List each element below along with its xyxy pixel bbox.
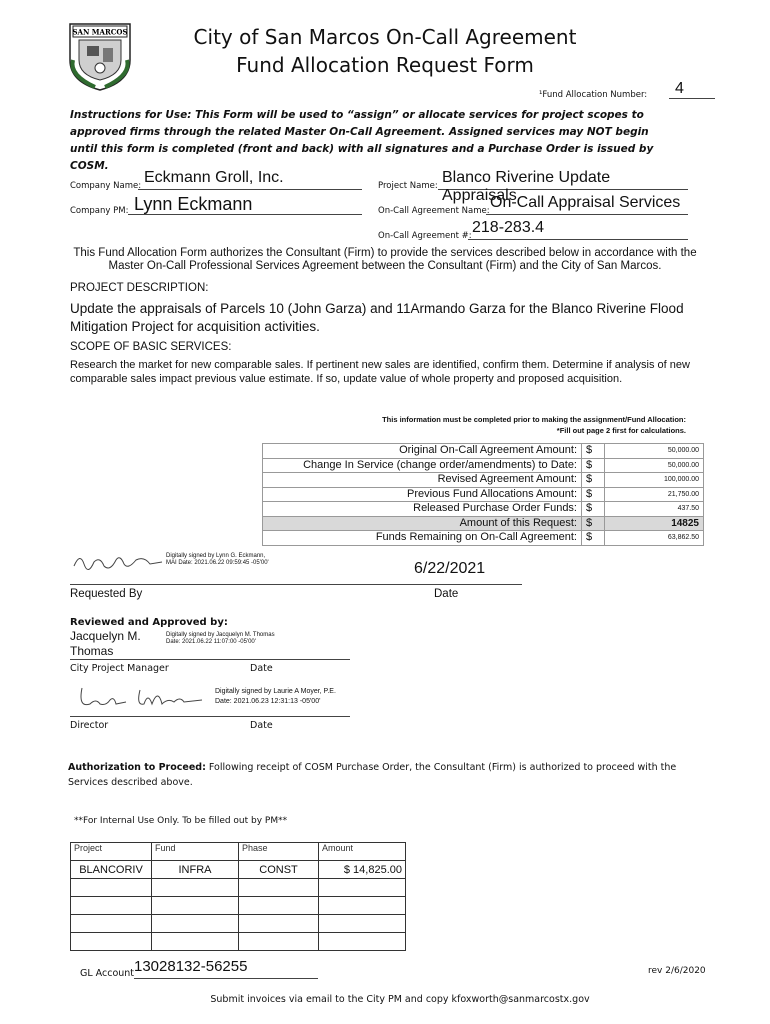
pm-signature[interactable] [70, 629, 141, 659]
scope-text: Research the market for new comparable sales. If pertinent new sales are identified, confirm them. Determine if analysis of new comparable sales impact previous value estimate. If so, update value of whole property and proposed acquisition. [70, 359, 690, 385]
fund-alloc-field[interactable] [669, 82, 715, 99]
table-row [263, 487, 704, 502]
gl-account-label: GL Account [80, 968, 135, 979]
submit-note: Submit invoices via email to the City PM and copy kfoxworth@sanmarcostx.gov [210, 994, 590, 1005]
row-label: Change In Service (change order/amendments) to Date: [263, 458, 582, 473]
table-row [263, 502, 704, 517]
row-label: Amount of this Request: [263, 516, 582, 531]
table-row [263, 473, 704, 488]
requested-date-value: 6/22/2021 [414, 560, 486, 577]
director-signature[interactable] [76, 682, 206, 712]
agreement-num-label: On-Call Agreement #: [378, 231, 472, 241]
director-line [70, 716, 350, 717]
company-pm-value: Lynn Eckmann [134, 194, 253, 214]
currency-sign: $ [582, 516, 605, 531]
table-header-row [71, 843, 406, 861]
cell-empty[interactable] [152, 915, 239, 933]
table-row [71, 879, 406, 897]
instructions: Instructions for Use: This Form will be used to “assign” or allocate services for project scopes to approved firms through the related Master On-Call Agreement. Assigned services may NOT begin until this form is completed (front and back) with all signatures and a Purchase Order is issued by COSM. [70, 109, 654, 172]
currency-sign: $ [582, 502, 605, 517]
project-name-value: Blanco Riverine Update Appraisals [442, 169, 611, 204]
row-value[interactable]: 50,000.00 [605, 444, 704, 459]
company-pm-field[interactable] [128, 195, 362, 215]
col-header: Phase [239, 843, 319, 861]
agreement-num-field[interactable] [468, 220, 688, 240]
currency-sign: $ [582, 444, 605, 459]
company-name-value: Eckmann Groll, Inc. [144, 169, 284, 186]
page-title: City of San Marcos On-Call Agreement [193, 25, 577, 49]
cell-project[interactable]: BLANCORIV [71, 861, 152, 879]
pm-name-line2: Thomas [70, 644, 114, 658]
scope-heading: SCOPE OF BASIC SERVICES: [70, 341, 232, 353]
cell-empty[interactable] [71, 933, 152, 951]
project-desc-heading: PROJECT DESCRIPTION: [70, 282, 209, 294]
row-label: Original On-Call Agreement Amount: [263, 444, 582, 459]
allocation-note-1: This information must be completed prior to making the assignment/Fund Allocation: [382, 415, 686, 424]
requested-date-label: Date [434, 588, 459, 600]
currency-sign: $ [582, 531, 605, 546]
allocation-note-2: *Fill out page 2 first for calculations. [556, 426, 686, 435]
row-value[interactable]: 14825 [605, 516, 704, 531]
requester-sig-note: Digitally signed by Lynn G. Eckmann, MAI Date: 2021.06.22 09:59:45 -05'00' [166, 553, 269, 566]
fund-alloc-label: ¹Fund Allocation Number: [539, 90, 648, 100]
pm-date-label: Date [250, 663, 273, 674]
revision-date: rev 2/6/2020 [648, 966, 706, 976]
authorization-text: Following receipt of COSM Purchase Order, the Consultant (Firm) is authorized to proceed with the Services described above. [68, 762, 677, 788]
seal-text: SAN MARCOS [72, 27, 128, 37]
cell-empty[interactable] [71, 915, 152, 933]
authorization-label: Authorization to Proceed: [68, 762, 206, 773]
reviewed-heading: Reviewed and Approved by: [70, 617, 228, 628]
table-row-highlight [263, 516, 704, 531]
cell-empty[interactable] [239, 897, 319, 915]
internal-table [70, 842, 406, 951]
currency-sign: $ [582, 458, 605, 473]
table-row [71, 933, 406, 951]
company-name-label: Company Name: [70, 181, 142, 191]
authorization [68, 760, 698, 790]
cell-empty[interactable] [71, 879, 152, 897]
director-sig-note [215, 687, 336, 707]
allocation-table [262, 443, 704, 546]
cell-empty[interactable] [239, 915, 319, 933]
row-value[interactable]: 100,000.00 [605, 473, 704, 488]
table-row [71, 861, 406, 879]
cell-empty[interactable] [239, 933, 319, 951]
cell-empty[interactable] [319, 915, 406, 933]
company-pm-label: Company PM: [70, 206, 129, 216]
authorizes-text: This Fund Allocation Form authorizes the Consultant (Firm) to provide the services described below in accordance with the Master On-Call Professional Services Agreement between the Consultant (Firm) and the City of San Marcos. [73, 247, 697, 272]
table-row [263, 458, 704, 473]
table-row [263, 444, 704, 459]
cell-empty[interactable] [152, 897, 239, 915]
agreement-name-field[interactable] [486, 195, 688, 215]
internal-note: **For Internal Use Only. To be filled out by PM** [74, 816, 288, 826]
requested-by-label: Requested By [70, 588, 143, 600]
cell-empty[interactable] [71, 897, 152, 915]
project-name-label: Project Name: [378, 181, 438, 191]
cell-empty[interactable] [319, 879, 406, 897]
agreement-name-value: On-Call Appraisal Services [490, 194, 681, 211]
table-row [71, 915, 406, 933]
requested-line [70, 584, 522, 585]
currency-sign: $ [582, 473, 605, 488]
cell-fund[interactable]: INFRA [152, 861, 239, 879]
cell-amount[interactable]: $ 14,825.00 [319, 861, 406, 879]
pm-line [70, 659, 350, 660]
table-row [263, 531, 704, 546]
cell-empty[interactable] [319, 933, 406, 951]
row-value[interactable]: 63,862.50 [605, 531, 704, 546]
director-date-label: Date [250, 720, 273, 731]
gl-account-value: 13028132-56255 [134, 958, 248, 975]
col-header: Project [71, 843, 152, 861]
row-label: Released Purchase Order Funds: [263, 502, 582, 517]
pm-sig-note: Digitally signed by Jacquelyn M. Thomas Date: 2021.06.22 11:07:00 -05'00' [166, 632, 275, 645]
company-name-field[interactable] [138, 170, 362, 190]
pm-name-line1: Jacquelyn M. [70, 629, 141, 643]
cell-empty[interactable] [152, 933, 239, 951]
row-value[interactable]: 21,750.00 [605, 487, 704, 502]
director-sig-note-1: Digitally signed by Laurie A Moyer, P.E. [215, 688, 336, 695]
pm-role-label: City Project Manager [70, 663, 169, 674]
agreement-name-label: On-Call Agreement Name: [378, 206, 490, 216]
requester-signature[interactable] [70, 548, 165, 578]
row-value[interactable]: 50,000.00 [605, 458, 704, 473]
row-label: Previous Fund Allocations Amount: [263, 487, 582, 502]
fund-alloc-number: 4 [675, 80, 684, 97]
row-label: Revised Agreement Amount: [263, 473, 582, 488]
row-value[interactable]: 437.50 [605, 502, 704, 517]
gl-account-field[interactable] [134, 958, 318, 979]
row-label: Funds Remaining on On-Call Agreement: [263, 531, 582, 546]
allocation-notes [300, 414, 686, 436]
director-sig-note-2: Date: 2021.06.23 12:31:13 -05'00' [215, 698, 321, 705]
page-subtitle: Fund Allocation Request Form [236, 53, 534, 77]
currency-sign: $ [582, 487, 605, 502]
col-header: Amount [319, 843, 406, 861]
director-role-label: Director [70, 720, 109, 731]
project-desc: Update the appraisals of Parcels 10 (John Garza) and 11Armando Garza for the Blanco Riverine Flood Mitigation Project for acquisition activities. [70, 301, 684, 334]
table-row [71, 897, 406, 915]
agreement-num-value: 218-283.4 [472, 219, 545, 236]
cell-empty[interactable] [239, 879, 319, 897]
col-header: Fund [152, 843, 239, 861]
cell-empty[interactable] [319, 897, 406, 915]
cell-empty[interactable] [152, 879, 239, 897]
cell-phase[interactable]: CONST [239, 861, 319, 879]
